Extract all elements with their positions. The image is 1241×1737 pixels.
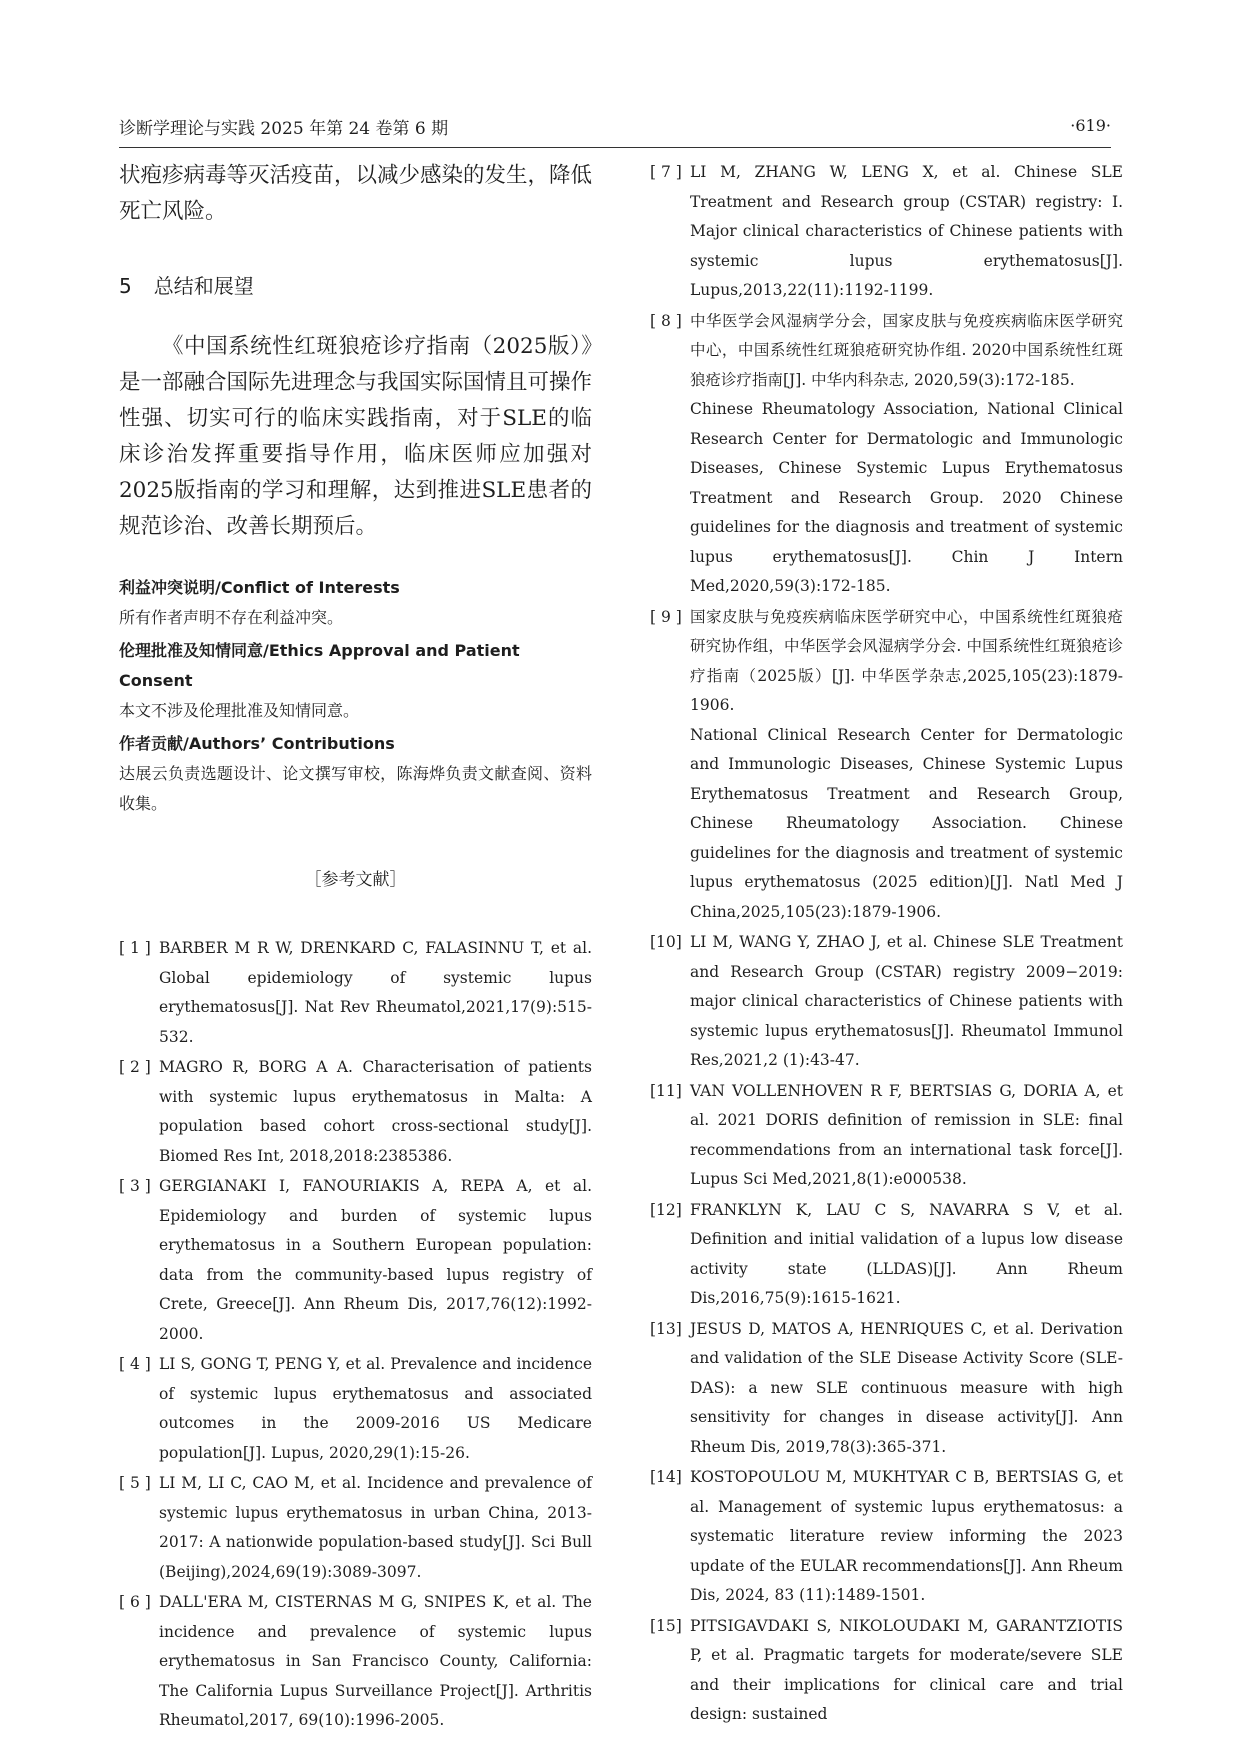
reference-paragraph: MAGRO R, BORG A A. Characterisation of patients with systemic lupus erythematosus in Malta: A population based cohort cross-sectional study[J]. Biomed Res Int, 2018,2018:2385386. bbox=[159, 1058, 592, 1165]
reference-paragraph: 中华医学会风湿病学分会，国家皮肤与免疫疾病临床医学研究中心，中国系统性红斑狼疮研究协作组. 2020中国系统性红斑狼疮诊疗指南[J]. 中华内科杂志, 2020,59(3):172-185. bbox=[690, 311, 1123, 389]
reference-text bbox=[690, 158, 1123, 306]
reference-paragraph: VAN VOLLENHOVEN R F, BERTSIAS G, DORIA A, et al. 2021 DORIS definition of remission in SLE: final recommendations from an international task force[J]. Lupus Sci Med,2021,8(1):e000538. bbox=[690, 1081, 1123, 1188]
reference-text bbox=[690, 1612, 1123, 1730]
reference-paragraph: BARBER M R W, DRENKARD C, FALASINNU T, et al. Global epidemiology of systemic lupus erythematosus[J]. Nat Rev Rheumatol,2021,17(9):515-532. bbox=[159, 939, 592, 1046]
reference-paragraph: JESUS D, MATOS A, HENRIQUES C, et al. Derivation and validation of the SLE Disease Activity Score (SLE-DAS): a new SLE continuous measure with high sensitivity for changes in disease activity[J]. Ann Rheum Dis, 2019,78(3):365-371. bbox=[690, 1319, 1123, 1456]
reference-number: [ 9 ] bbox=[650, 607, 682, 626]
reference-text bbox=[159, 1053, 592, 1171]
reference-item bbox=[650, 603, 1123, 928]
declaration-title: 利益冲突说明/Conflict of Interests bbox=[119, 578, 400, 597]
reference-text bbox=[159, 1172, 592, 1349]
reference-item bbox=[650, 158, 1123, 306]
reference-number: [ 6 ] bbox=[119, 1593, 151, 1611]
reference-paragraph: National Clinical Research Center for Dermatologic and Immunologic Diseases, Chinese Systemic Lupus Erythematosus Treatment and Research Group, Chinese Rheumatology Association. Chinese guidelines for the diagnosis and treatment of systemic lupus erythematosus (2025 edition)[J]. Natl Med J China,2025,105(23):1879-1906. bbox=[690, 725, 1123, 921]
reference-number: [13] bbox=[650, 1319, 682, 1338]
reference-number: [ 1 ] bbox=[119, 939, 151, 957]
reference-text bbox=[159, 1350, 592, 1468]
reference-number: [12] bbox=[650, 1200, 682, 1219]
reference-number: [ 8 ] bbox=[650, 311, 682, 330]
reference-text bbox=[690, 1077, 1123, 1195]
summary-paragraph: 《中国系统性红斑狼疮诊疗指南（2025版）》是一部融合国际先进理念与我国实际国情且可操作性强、切实可行的临床实践指南，对于SLE的临床诊治发挥重要指导作用，临床医师应加强对2025版指南的学习和理解，达到推进SLE患者的规范诊治、改善长期预后。 bbox=[119, 334, 593, 539]
reference-item bbox=[650, 1463, 1123, 1611]
reference-item bbox=[650, 1612, 1123, 1730]
header-rule bbox=[119, 147, 1111, 148]
reference-text bbox=[159, 1469, 592, 1587]
reference-list-left bbox=[119, 934, 592, 1736]
reference-number: [10] bbox=[650, 933, 682, 951]
reference-number: [ 4 ] bbox=[119, 1355, 151, 1373]
reference-paragraph: LI S, GONG T, PENG Y, et al. Prevalence and incidence of systemic lupus erythematosus and associated outcomes in the 2009-2016 US Medicare population[J]. Lupus, 2020,29(1):15-26. bbox=[159, 1355, 592, 1462]
reference-item bbox=[119, 1172, 592, 1349]
reference-paragraph: DALL'ERA M, CISTERNAS M G, SNIPES K, et al. The incidence and prevalence of systemic lupus erythematosus in San Francisco County, California: The California Lupus Surveillance Project[J]. Arthritis Rheumatol,2017, 69(10):1996-2005. bbox=[159, 1593, 592, 1729]
reference-item bbox=[119, 1053, 592, 1171]
declaration-title: 伦理批准及知情同意/Ethics Approval and Patient Consent bbox=[119, 641, 520, 690]
reference-item bbox=[119, 934, 592, 1052]
declarations bbox=[119, 573, 592, 819]
declaration-text: 本文不涉及伦理批准及知情同意。 bbox=[119, 701, 360, 720]
reference-text bbox=[159, 1588, 592, 1736]
reference-text bbox=[690, 307, 1123, 602]
section-title: 总结和展望 bbox=[153, 274, 254, 298]
reference-item bbox=[650, 1315, 1123, 1463]
page-number: ·619· bbox=[1070, 116, 1111, 135]
reference-item bbox=[119, 1350, 592, 1468]
declaration-title: 作者贡献/Authors’ Contributions bbox=[119, 734, 395, 753]
reference-item bbox=[650, 307, 1123, 602]
reference-item bbox=[650, 1077, 1123, 1195]
continuation-paragraph: 状疱疹病毒等灭活疫苗，以减少感染的发生，降低死亡风险。 bbox=[119, 163, 593, 224]
reference-paragraph: LI M, LI C, CAO M, et al. Incidence and prevalence of systemic lupus erythematosus in urban China, 2013-2017: A nationwide population-based study[J]. Sci Bull (Beijing),2024,69(19):3089-3097. bbox=[159, 1474, 592, 1581]
right-column bbox=[650, 158, 1123, 1731]
reference-number: [ 3 ] bbox=[119, 1177, 151, 1195]
reference-text bbox=[690, 1315, 1123, 1463]
reference-number: [14] bbox=[650, 1468, 682, 1486]
reference-paragraph: GERGIANAKI I, FANOURIAKIS A, REPA A, et al. Epidemiology and burden of systemic lupus erythematosus in a Southern European population: data from the community-based lupus registry of Crete, Greece[J]. Ann Rheum Dis, 2017,76(12):1992-2000. bbox=[159, 1177, 592, 1343]
reference-text bbox=[690, 1196, 1123, 1314]
reference-paragraph: Chinese Rheumatology Association, National Clinical Research Center for Dermatologic and Immunologic Diseases, Chinese Systemic Lupus Erythematosus Treatment and Research Group. 2020 Chinese guidelines for the diagnosis and treatment of systemic lupus erythematosus[J]. Chin J Intern Med,2020,59(3):172-185. bbox=[690, 400, 1123, 595]
reference-text bbox=[690, 603, 1123, 928]
reference-text bbox=[159, 934, 592, 1052]
reference-number: [ 2 ] bbox=[119, 1058, 151, 1076]
reference-paragraph: LI M, ZHANG W, LENG X, et al. Chinese SLE Treatment and Research group (CSTAR) registry: I. Major clinical characteristics of Chinese patients with systemic lupus erythematosus[J]. Lupus,2013,22(11):1192-1199. bbox=[690, 163, 1123, 299]
reference-item bbox=[650, 928, 1123, 1076]
reference-list-right bbox=[650, 158, 1123, 1730]
reference-number: [ 5 ] bbox=[119, 1474, 151, 1492]
reference-paragraph: PITSIGAVDAKI S, NIKOLOUDAKI M, GARANTZIOTIS P, et al. Pragmatic targets for moderate/severe SLE and their implications for clinical care and trial design: sustained bbox=[690, 1616, 1123, 1723]
section-number: 5 bbox=[119, 274, 132, 298]
declaration-text: 所有作者声明不存在利益冲突。 bbox=[119, 608, 344, 627]
reference-item bbox=[650, 1196, 1123, 1314]
reference-paragraph: LI M, WANG Y, ZHAO J, et al. Chinese SLE Treatment and Research Group (CSTAR) registry 2009−2019: major clinical characteristics of Chinese patients with systemic lupus erythematosus[J]. Rheumatol Immunol Res,2021,2 (1):43-47. bbox=[690, 933, 1123, 1069]
reference-paragraph: FRANKLYN K, LAU C S, NAVARRA S V, et al. Definition and initial validation of a lupus low disease activity state (LLDAS)[J]. Ann Rheum Dis,2016,75(9):1615-1621. bbox=[690, 1200, 1123, 1307]
section-heading bbox=[119, 270, 592, 299]
reference-paragraph: 国家皮肤与免疫疾病临床医学研究中心，中国系统性红斑狼疮研究协作组，中华医学会风湿病学分会. 中国系统性红斑狼疮诊疗指南（2025版）[J]. 中华医学杂志,2025,105(23):1879-1906. bbox=[690, 607, 1123, 714]
running-header-journal: 诊断学理论与实践 2025 年第 24 卷第 6 期 bbox=[119, 119, 449, 139]
reference-text bbox=[690, 1463, 1123, 1611]
references-heading: ［参考文献］ bbox=[304, 870, 407, 890]
reference-item bbox=[119, 1469, 592, 1587]
reference-paragraph: KOSTOPOULOU M, MUKHTYAR C B, BERTSIAS G, et al. Management of systemic lupus erythematosus: a systematic literature review informing the 2023 update of the EULAR recommendations[J]. Ann Rheum Dis, 2024, 83 (11):1489-1501. bbox=[690, 1468, 1123, 1604]
reference-number: [15] bbox=[650, 1616, 682, 1635]
reference-number: [ 7 ] bbox=[650, 163, 682, 181]
declaration-text: 达展云负责选题设计、论文撰写审校，陈海烨负责文献查阅、资料收集。 bbox=[119, 764, 592, 813]
reference-number: [11] bbox=[650, 1081, 682, 1100]
reference-text bbox=[690, 928, 1123, 1076]
reference-item bbox=[119, 1588, 592, 1736]
left-column bbox=[119, 158, 592, 1737]
